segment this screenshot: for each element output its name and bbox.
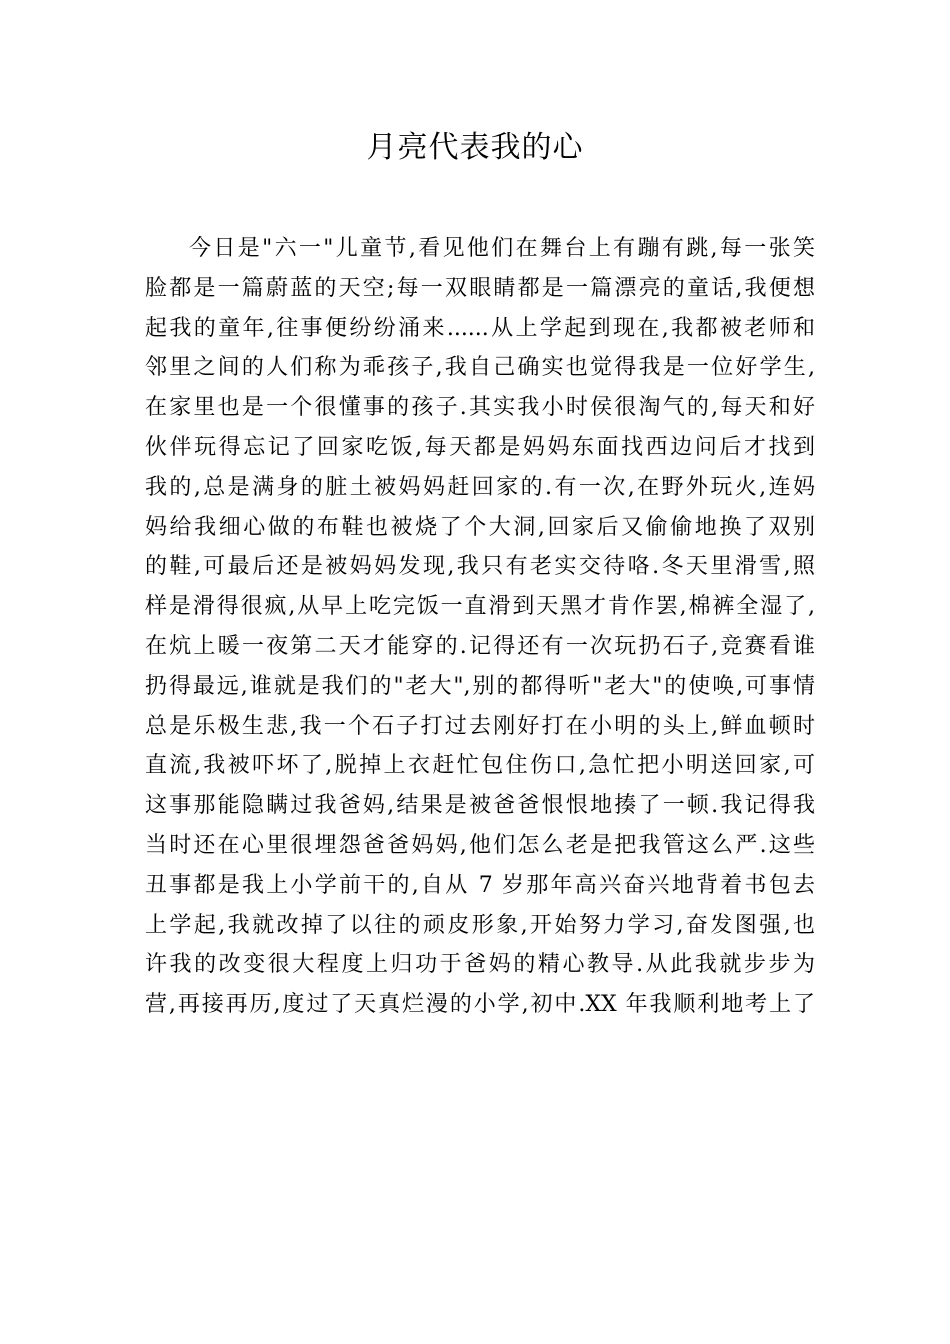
text-line: 上学起,我就改掉了以往的顽皮形象,开始努力学习,奋发图强,也: [145, 912, 815, 938]
text-line: 在炕上暖一夜第二天才能穿的.记得还有一次玩扔石子,竞赛看谁: [145, 633, 815, 659]
text-line: 我的,总是满身的脏土被妈妈赶回家的.有一次,在野外玩火,连妈: [145, 474, 815, 500]
text-line: 妈给我细心做的布鞋也被烧了个大洞,回家后又偷偷地换了双别: [145, 514, 815, 540]
text-line: 伙伴玩得忘记了回家吃饭,每天都是妈妈东面找西边问后才找到: [145, 434, 815, 460]
text-line: 在家里也是一个很懂事的孩子.其实我小时侯很淘气的,每天和好: [145, 395, 815, 421]
text-line: 扔得最远,谁就是我们的"老大",别的都得听"老大"的使唤,可事情: [145, 673, 815, 699]
document-title: 月亮代表我的心: [366, 130, 584, 165]
text-line: 丑事都是我上小学前干的,自从 7 岁那年高兴奋兴地背着书包去: [145, 872, 815, 898]
text-line: 的鞋,可最后还是被妈妈发现,我只有老实交待咯.冬天里滑雪,照: [145, 554, 815, 580]
text-line: 起我的童年,往事便纷纷涌来......从上学起到现在,我都被老师和: [145, 315, 815, 341]
text-line: 许我的改变很大程度上归功于爸妈的精心教导.从此我就步步为: [145, 952, 815, 978]
text-line: 脸都是一篇蔚蓝的天空;每一双眼睛都是一篇漂亮的童话,我便想: [145, 275, 815, 301]
text-line: 总是乐极生悲,我一个石子打过去刚好打在小明的头上,鲜血顿时: [145, 713, 815, 739]
text-line: 当时还在心里很埋怨爸爸妈妈,他们怎么老是把我管这么严.这些: [145, 832, 815, 858]
text-line: 今日是"六一"儿童节,看见他们在舞台上有蹦有跳,每一张笑: [189, 236, 815, 261]
text-line: 样是滑得很疯,从早上吃完饭一直滑到天黑才肯作罢,棉裤全湿了,: [145, 594, 815, 620]
text-line: 这事那能隐瞒过我爸妈,结果是被爸爸恨恨地揍了一顿.我记得我: [145, 793, 815, 819]
text-line: 营,再接再历,度过了天真烂漫的小学,初中.XX 年我顺利地考上了: [145, 992, 815, 1018]
text-line: 邻里之间的人们称为乖孩子,我自己确实也觉得我是一位好学生,: [145, 355, 815, 381]
document-body: [145, 229, 815, 1025]
text-line: 直流,我被吓坏了,脱掉上衣赶忙包住伤口,急忙把小明送回家,可: [145, 753, 815, 779]
